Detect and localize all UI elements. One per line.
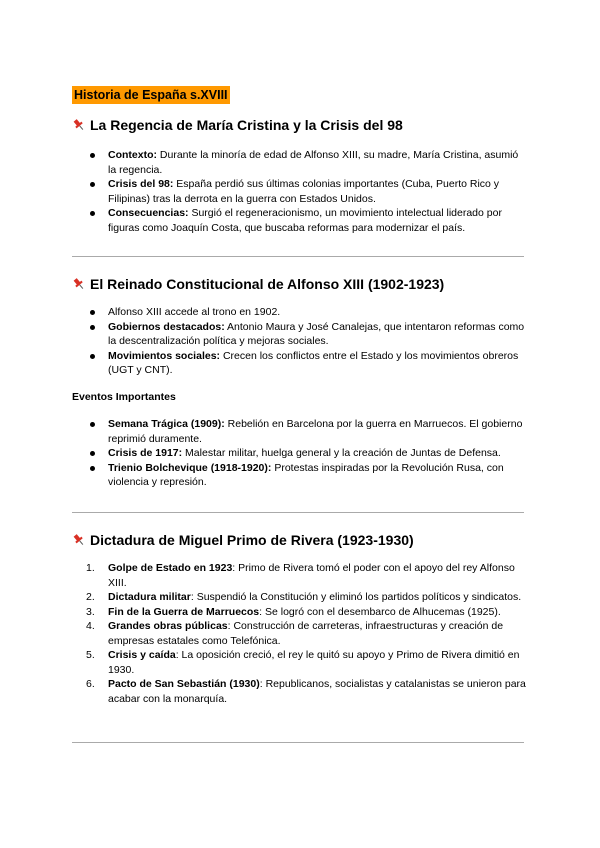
list-item: 3. Fin de la Guerra de Marruecos: Se logró con el desembarco de Alhucemas (1925). [86, 605, 501, 618]
events-list [72, 417, 528, 490]
list-item: 1. Golpe de Estado en 1923: Primo de Rivera tomó el poder con el apoyo del rey Alfonso XIII. [86, 562, 515, 589]
list-item: Crisis del 98: España perdió sus últimas colonias importantes (Cuba, Puerto Rico y Filipinas) tras la derrota en la guerra con Estados Unidos. [108, 177, 528, 206]
document-title: Historia de España s.XVIII [74, 88, 228, 102]
section-heading-dictadura [72, 531, 414, 549]
pushpin-icon [72, 275, 86, 293]
list-item: Alfonso XIII accede al trono en 1902. [108, 305, 528, 320]
list-item: 6. Pacto de San Sebastián (1930): Republicanos, socialistas y catalanistas se unieron para acabar con la monarquía. [86, 678, 526, 705]
section-heading-text: El Reinado Constitucional de Alfonso XIII (1902-1923) [90, 276, 445, 292]
events-subheading: Eventos Importantes [72, 391, 176, 403]
list-item: Crisis de 1917: Malestar militar, huelga general y la creación de Juntas de Defensa. [108, 446, 528, 461]
regencia-list [72, 148, 528, 235]
list-item: Trienio Bolchevique (1918-1920): Protestas inspiradas por la Revolución Rusa, con violencia y represión. [108, 461, 528, 490]
list-item: Movimientos sociales: Crecen los conflictos entre el Estado y los movimientos obreros (UGT y CNT). [108, 349, 528, 378]
alfonso-list [72, 305, 528, 378]
section-heading-alfonso [72, 275, 444, 293]
section-heading-regencia [72, 116, 403, 134]
section-divider [72, 742, 524, 743]
list-item: 4. Grandes obras públicas: Construcción de carreteras, infraestructuras y creación de empresas estatales como Telefónica. [86, 620, 504, 647]
section-heading-text: La Regencia de María Cristina y la Crisis del 98 [90, 117, 403, 133]
section-heading-text: Dictadura de Miguel Primo de Rivera (1923-1930) [90, 532, 414, 548]
list-item: Contexto: Durante la minoría de edad de Alfonso XIII, su madre, María Cristina, asumió la regencia. [108, 148, 528, 177]
dictadura-list [72, 561, 528, 706]
list-item: Gobiernos destacados: Antonio Maura y José Canalejas, que intentaron reformas como la descentralización política y mejoras sociales. [108, 320, 528, 349]
list-item: 5. Crisis y caída: La oposición creció, el rey le quitó su apoyo y Primo de Rivera dimitió en 1930. [86, 649, 520, 676]
list-item: 2. Dictadura militar: Suspendió la Constitución y eliminó los partidos políticos y sindicatos. [86, 591, 522, 603]
section-divider [72, 256, 524, 257]
pushpin-icon [72, 531, 86, 549]
pushpin-icon [72, 116, 86, 134]
list-item: Semana Trágica (1909): Rebelión en Barcelona por la guerra en Marruecos. El gobierno reprimió duramente. [108, 417, 528, 446]
list-item: Consecuencias: Surgió el regeneracionismo, un movimiento intelectual liderado por figuras como Joaquín Costa, que buscaba reformas para modernizar el país. [108, 206, 528, 235]
section-divider [72, 512, 524, 513]
